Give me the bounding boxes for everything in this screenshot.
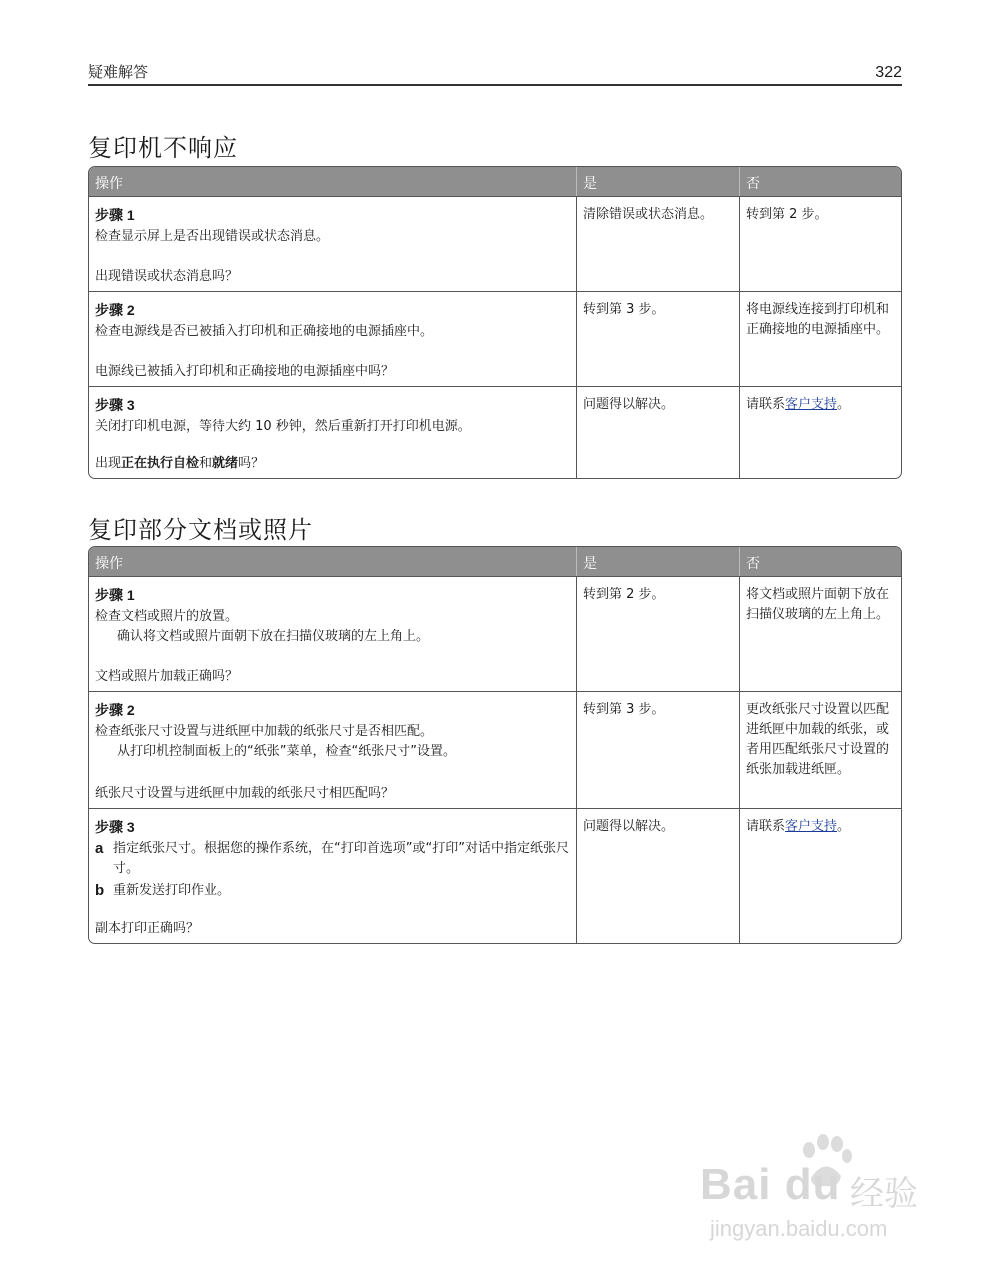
step-question: 电源线已被插入打印机和正确接地的电源插座中吗？ <box>95 364 395 379</box>
watermark-brand: Bai du <box>700 1160 841 1209</box>
sub-step-text: 重新发送打印作业。 <box>113 883 231 898</box>
action-cell <box>89 197 577 291</box>
sub-step-b <box>95 881 570 901</box>
yes-cell: 转到第 3 步。 <box>577 692 740 808</box>
action-cell <box>89 292 577 386</box>
table-header <box>89 167 901 196</box>
troubleshoot-table-2 <box>88 546 902 944</box>
yes-cell: 问题得以解决。 <box>577 387 740 478</box>
yes-cell: 清除错误或状态消息。 <box>577 197 740 291</box>
contact-prefix: 请联系 <box>746 397 786 412</box>
customer-support-link[interactable]: 客户支持 <box>785 819 838 834</box>
col-header-no: 否 <box>746 176 760 192</box>
action-cell <box>89 387 577 478</box>
yes-cell: 转到第 2 步。 <box>577 577 740 691</box>
action-cell <box>89 809 577 943</box>
step-text: 关闭打印机电源，等待大约 10 秒钟，然后重新打开打印机电源。 <box>95 419 471 434</box>
sub-step-marker: b <box>95 882 105 899</box>
step-title: 步骤 3 <box>95 819 135 835</box>
col-header-yes: 是 <box>577 547 740 576</box>
no-cell: 将电源线连接到打印机和正确接地的电源插座中。 <box>746 302 890 337</box>
page-number: 322 <box>875 64 902 81</box>
action-cell <box>89 577 577 691</box>
step-question: 纸张尺寸设置与进纸匣中加载的纸张尺寸相匹配吗？ <box>95 786 395 801</box>
step-title: 步骤 2 <box>95 302 135 318</box>
no-cell: 转到第 2 步。 <box>746 207 828 222</box>
step-title: 步骤 1 <box>95 207 135 223</box>
contact-suffix: 。 <box>837 819 851 834</box>
sub-step-text: 指定纸张尺寸。根据您的操作系统，在“打印首选项”或“打印”对话中指定纸张尺寸。 <box>113 841 569 876</box>
header-title: 疑难解答 <box>88 63 149 81</box>
question-text: 出现 <box>95 456 122 471</box>
step-detail: 确认将文档或照片面朝下放在扫描仪玻璃的左上角上。 <box>117 629 430 644</box>
step-question: 出现错误或状态消息吗？ <box>95 269 239 284</box>
watermark-url: jingyan.baidu.com <box>710 1216 888 1241</box>
section-title-copier-not-responding: 复印机不响应 <box>88 134 238 162</box>
page-header <box>88 62 902 86</box>
status-self-test: 正在执行自检 <box>121 456 200 471</box>
troubleshoot-table-1 <box>88 166 902 479</box>
table-row <box>89 291 901 386</box>
contact-suffix: 。 <box>837 397 851 412</box>
yes-cell: 转到第 3 步。 <box>577 292 740 386</box>
table-row <box>89 386 901 478</box>
question-text: 和 <box>199 456 213 471</box>
yes-cell: 问题得以解决。 <box>577 809 740 943</box>
step-text: 检查显示屏上是否出现错误或状态消息。 <box>95 229 330 244</box>
col-header-yes: 是 <box>577 167 740 196</box>
table-header <box>89 547 901 576</box>
col-header-no: 否 <box>746 556 760 572</box>
table-row <box>89 808 901 943</box>
no-cell <box>740 387 901 478</box>
contact-prefix: 请联系 <box>746 819 786 834</box>
step-text: 检查文档或照片的放置。 <box>95 609 239 624</box>
col-header-action: 操作 <box>89 167 577 196</box>
table-row <box>89 196 901 291</box>
sub-step-marker: a <box>95 840 104 857</box>
no-cell: 更改纸张尺寸设置以匹配进纸匣中加载的纸张，或者用匹配纸张尺寸设置的纸张加载进纸匣。 <box>746 702 890 777</box>
action-cell <box>89 692 577 808</box>
customer-support-link[interactable]: 客户支持 <box>785 397 838 412</box>
watermark-cn: 经验 <box>850 1175 918 1213</box>
step-question: 文档或照片加载正确吗？ <box>95 669 239 684</box>
step-title: 步骤 1 <box>95 587 135 603</box>
step-text: 检查电源线是否已被插入打印机和正确接地的电源插座中。 <box>95 324 434 339</box>
col-header-action: 操作 <box>89 547 577 576</box>
status-ready: 就绪 <box>212 456 239 471</box>
step-question: 副本打印正确吗？ <box>95 921 200 936</box>
no-cell <box>740 809 901 943</box>
section-title-partial-copy: 复印部分文档或照片 <box>88 516 313 544</box>
table-row <box>89 576 901 691</box>
step-text: 检查纸张尺寸设置与进纸匣中加载的纸张尺寸是否相匹配。 <box>95 724 434 739</box>
sub-step-a <box>95 839 570 879</box>
table-row <box>89 691 901 808</box>
step-detail: 从打印机控制面板上的“纸张”菜单，检查“纸张尺寸”设置。 <box>117 744 456 759</box>
question-text: 吗？ <box>238 456 265 471</box>
baidu-jingyan-watermark <box>700 1140 940 1250</box>
step-title: 步骤 2 <box>95 702 135 718</box>
no-cell: 将文档或照片面朝下放在扫描仪玻璃的左上角上。 <box>746 587 890 622</box>
step-title: 步骤 3 <box>95 397 135 413</box>
step-question <box>95 454 264 474</box>
